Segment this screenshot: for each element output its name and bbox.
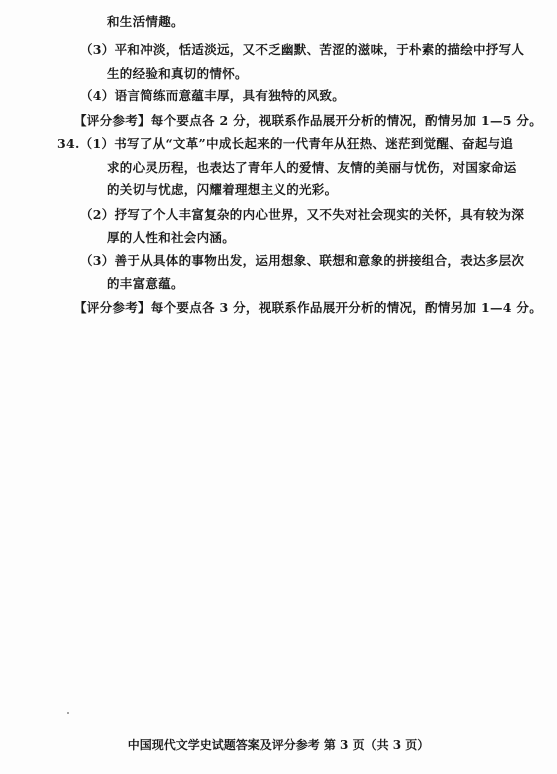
text-line-1: 和生活情趣。 <box>107 14 184 29</box>
text-line-7: 求的心灵历程，也表达了青年人的爱情、友情的美丽与忧伤，对国家命运 <box>107 160 517 175</box>
text-line-12: 的丰富意蕴。 <box>107 276 184 291</box>
question-34-line-1: 34.（1）书写了从“文革”中成长起来的一代青年从狂热、迷茫到觉醒、奋起与追 <box>57 136 514 151</box>
text-line-8: 的关切与忧虑，闪耀着理想主义的光彩。 <box>107 182 338 197</box>
text-line-10: 厚的人性和社会内涵。 <box>107 230 236 245</box>
text-line-2: （3）平和冲淡，恬适淡远，又不乏幽默、苦涩的滋味，于朴素的描绘中抒写人 <box>80 42 525 57</box>
text-line-9: （2）抒写了个人丰富复杂的内心世界，又不失对社会现实的关怀，具有较为深 <box>80 207 525 222</box>
page-footer: 中国现代文学史试题答案及评分参考 第 3 页（共 3 页） <box>127 738 430 752</box>
scoring-note-1: 【评分参考】每个要点各 2 分，视联系作品展开分析的情况，酌情另加 1—5 分。 <box>74 113 543 128</box>
text-line-3: 生的经验和真切的情怀。 <box>107 66 248 81</box>
text-line-4: （4）语言简练而意蕴丰厚，具有独特的风致。 <box>80 88 345 103</box>
speck-mark <box>67 712 69 714</box>
text-line-11: （3）善于从具体的事物出发，运用想象、联想和意象的拼接组合，表达多层次 <box>80 253 525 268</box>
scoring-note-2: 【评分参考】每个要点各 3 分，视联系作品展开分析的情况，酌情另加 1—4 分。 <box>74 300 543 315</box>
